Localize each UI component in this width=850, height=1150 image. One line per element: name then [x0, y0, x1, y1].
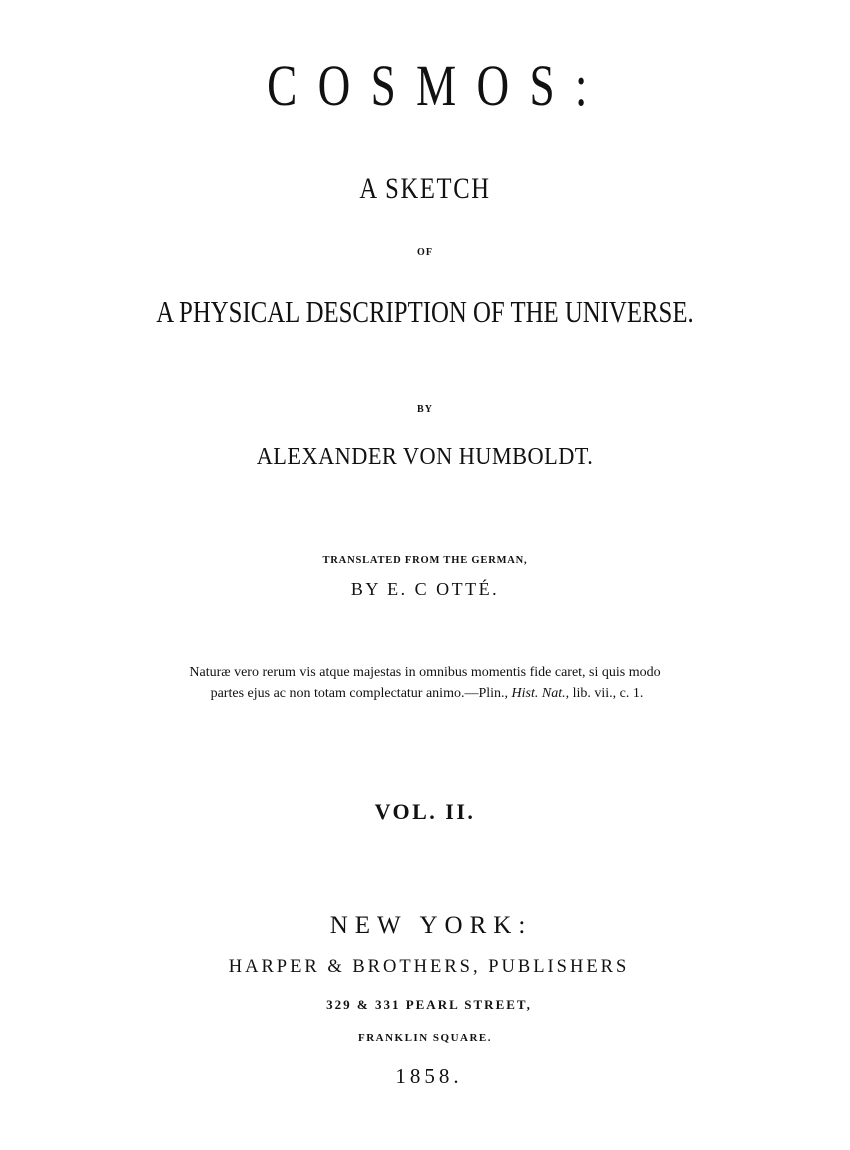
epigraph-line-2 [0, 683, 850, 704]
epigraph-line-2-start: partes ejus ac non totam complectatur animo.—Plin., [210, 686, 512, 701]
epigraph [0, 662, 850, 704]
translator-name: BY E. C OTTÉ. [350, 579, 500, 599]
volume-number: VOL. II. [374, 799, 476, 824]
epigraph-line-1: Naturæ vero rerum vis atque majestas in omnibus momentis fide caret, si quis modo [189, 665, 661, 680]
publication-city: NEW YORK: [329, 912, 533, 939]
publication-year: 1858. [395, 1064, 463, 1088]
publisher-address: 329 & 331 PEARL STREET, [326, 997, 532, 1012]
epigraph-source-italic: Hist. Nat. [511, 686, 566, 701]
publisher-name: HARPER & BROTHERS, PUBLISHERS [228, 957, 630, 977]
publisher-square: FRANKLIN SQUARE. [357, 1032, 492, 1044]
translation-note: TRANSLATED FROM THE GERMAN, [322, 555, 528, 566]
book-subtitle: A SKETCH [359, 172, 491, 205]
book-description: A PHYSICAL DESCRIPTION OF THE UNIVERSE. [156, 294, 694, 329]
connector-by: BY [417, 404, 433, 415]
author-name: ALEXANDER VON HUMBOLDT. [256, 444, 594, 470]
book-title: COSMOS: [267, 53, 608, 118]
connector-of: OF [417, 247, 433, 258]
epigraph-line-2-end: , lib. vii., c. 1. [565, 686, 644, 701]
